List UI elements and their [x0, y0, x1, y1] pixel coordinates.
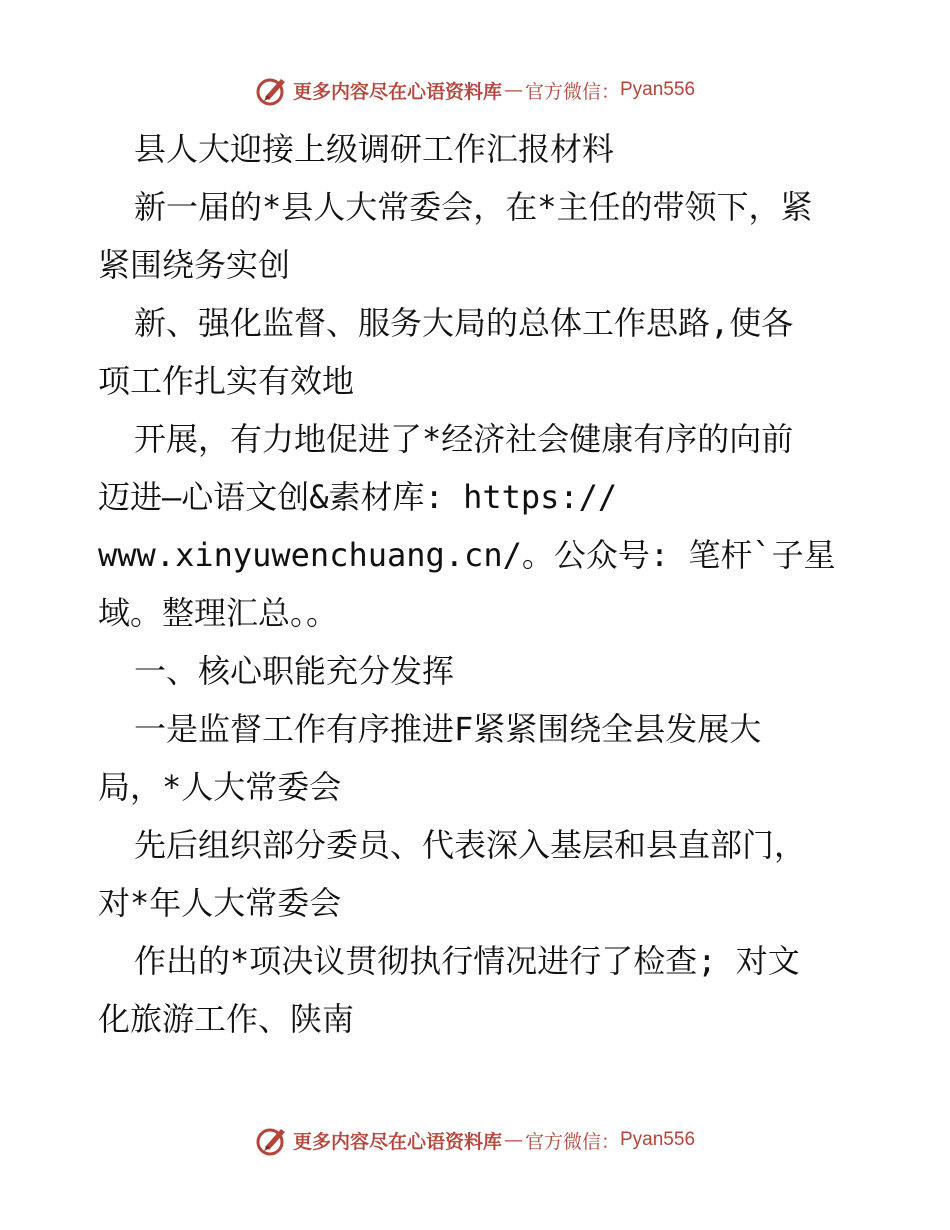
- quill-logo-icon: [255, 1123, 289, 1157]
- quill-logo-icon: [255, 73, 289, 107]
- watermark-separator: —: [503, 79, 523, 101]
- text-line: 局，*人大常委会: [98, 768, 342, 806]
- text-line: 新一届的*县人大常委会，在*主任的带领下，紧: [134, 188, 813, 226]
- text-line: www.xinyuwenchuang.cn/。公众号: 笔杆`子星: [98, 536, 836, 574]
- text-line: 迈进—心语文创&素材库: https://: [98, 478, 618, 516]
- text-line: 新、强化监督、服务大局的总体工作思路,使各: [134, 304, 794, 342]
- watermark-text: 更多内容尽在心语资料库: [292, 80, 502, 103]
- text-line: 域。整理汇总。。: [98, 594, 339, 632]
- text-line: 先后组织部分委员、代表深入基层和县直部门，: [134, 826, 807, 864]
- header-watermark: [0, 70, 950, 110]
- text-line: 一是监督工作有序推进F紧紧围绕全县发展大: [134, 710, 762, 748]
- wechat-label: 官方微信：: [524, 80, 620, 103]
- text-line: 化旅游工作、陕南: [98, 1000, 355, 1038]
- text-line: 项工作扎实有效地: [98, 362, 355, 400]
- watermark-text: 更多内容尽在心语资料库: [292, 1130, 502, 1153]
- wechat-id: Pyan556: [620, 79, 696, 100]
- document-body: [98, 120, 858, 1048]
- text-line: 紧围绕务实创: [98, 246, 291, 284]
- wechat-label: 官方微信：: [524, 1130, 620, 1153]
- text-line: 对*年人大常委会: [98, 884, 342, 922]
- document-title: 县人大迎接上级调研工作汇报材料: [134, 130, 615, 168]
- watermark-separator: —: [503, 1129, 523, 1151]
- footer-watermark: [0, 1120, 950, 1160]
- text-line: 开展，有力地促进了*经济社会健康有序的向前: [134, 420, 794, 458]
- wechat-id: Pyan556: [620, 1129, 696, 1150]
- text-line: 作出的*项决议贯彻执行情况进行了检查; 对文: [134, 942, 800, 980]
- section-heading: 一、核心职能充分发挥: [134, 652, 455, 690]
